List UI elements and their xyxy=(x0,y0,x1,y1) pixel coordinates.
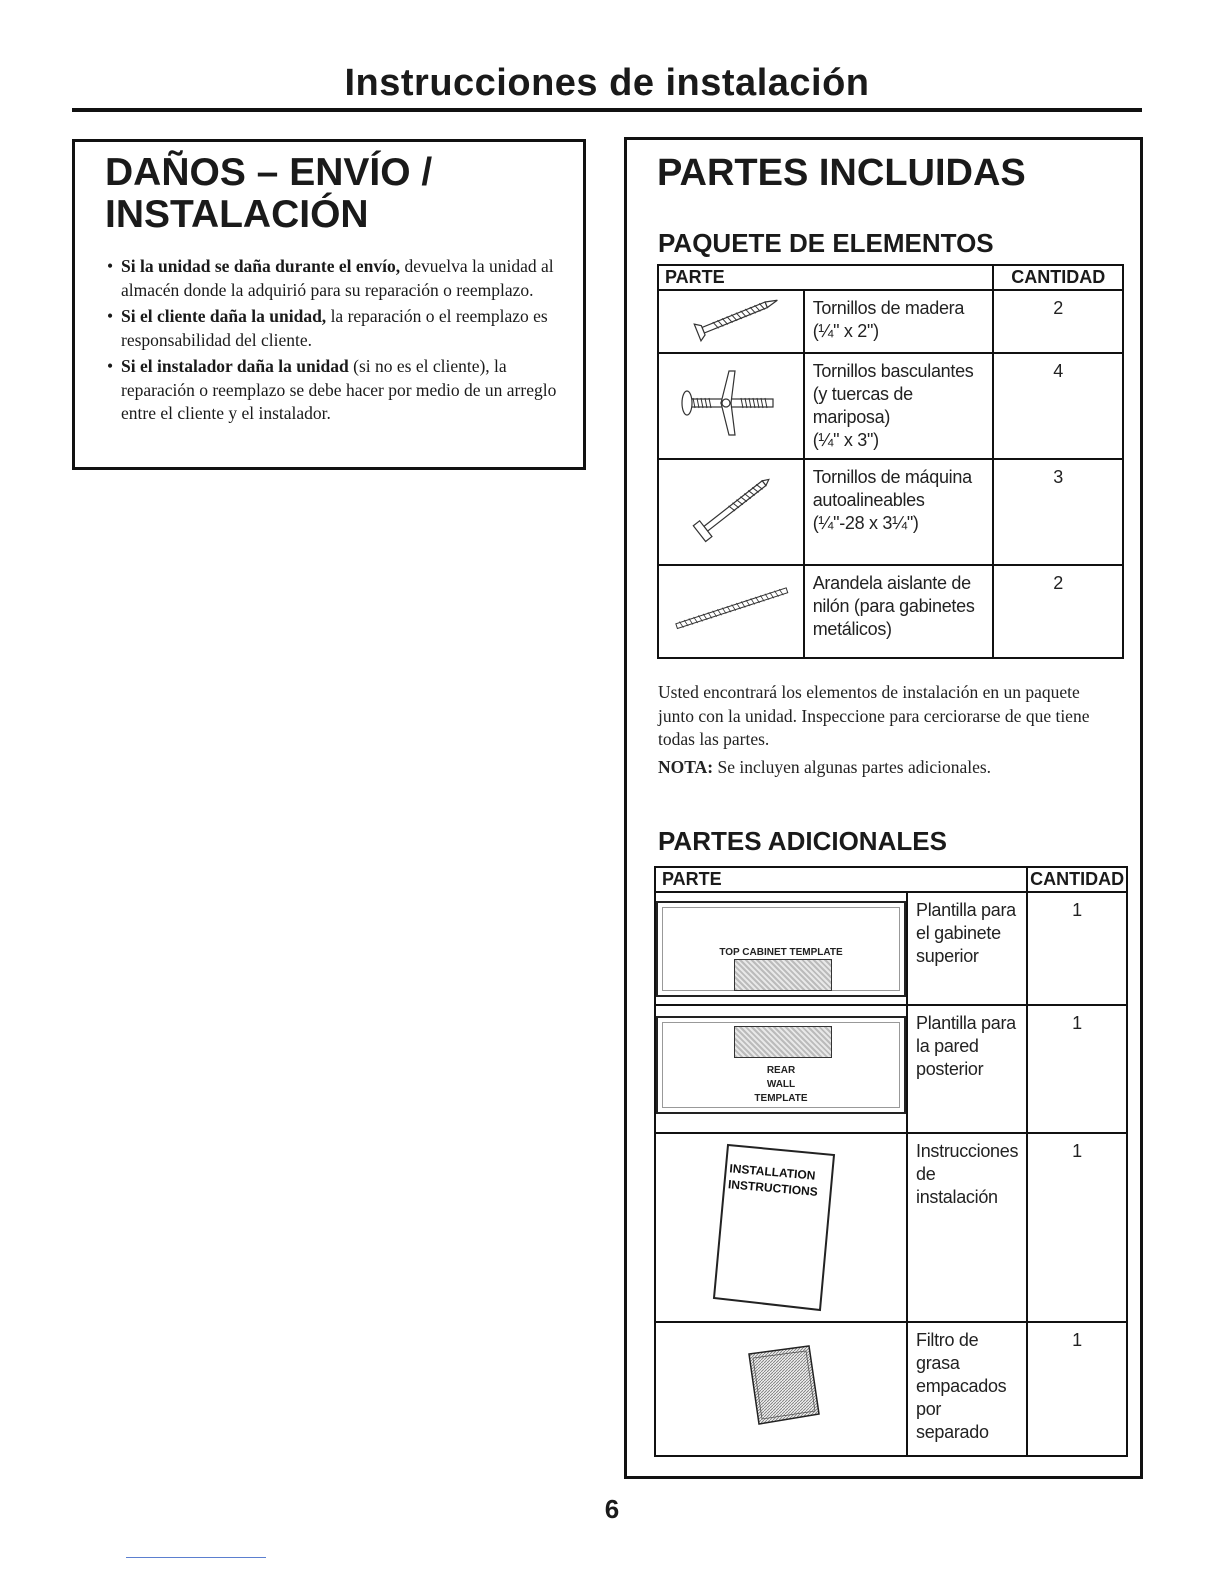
table-row xyxy=(655,1133,1127,1322)
table-row xyxy=(658,353,1123,459)
package-table xyxy=(657,264,1124,659)
part-description: Plantilla para el gabinete superior xyxy=(907,892,1027,1005)
part-description: Plantilla para la pared posterior xyxy=(907,1005,1027,1133)
part-quantity: 1 xyxy=(1027,1005,1127,1133)
part-quantity: 1 xyxy=(1027,892,1127,1005)
col-part-header: PARTE xyxy=(655,867,1027,892)
table-row xyxy=(655,1322,1127,1456)
col-qty-header: CANTIDAD xyxy=(1027,867,1127,892)
damage-heading-line2: INSTALACIÓN xyxy=(105,193,369,236)
parts-box xyxy=(624,137,1143,1479)
note-line: NOTA: Se incluyen algunas partes adicionales. xyxy=(658,756,992,777)
table-row xyxy=(658,290,1123,353)
part-description: Tornillos de máquina autoalineables (¼"-28 x 3¼") xyxy=(804,459,994,565)
part-quantity: 2 xyxy=(993,565,1123,658)
damage-heading-line1: DAÑOS – ENVÍO / xyxy=(105,151,433,194)
table-row xyxy=(658,565,1123,658)
col-part-header: PARTE xyxy=(658,265,993,290)
part-quantity: 2 xyxy=(993,290,1123,353)
additional-table xyxy=(654,866,1128,1457)
damage-box xyxy=(72,139,586,470)
damage-bullet: • Si la unidad se daña durante el envío, devuelva la unidad al almacén donde la adquirió para su reparación o reemplazo. xyxy=(103,255,573,302)
package-note xyxy=(658,681,1118,779)
top-template-label: TOP CABINET TEMPLATE xyxy=(719,946,843,958)
page-title: Instrucciones de instalación xyxy=(344,62,870,104)
part-quantity: 3 xyxy=(993,459,1123,565)
additional-heading: PARTES ADICIONALES xyxy=(658,826,947,856)
page-number: 6 xyxy=(604,1494,620,1524)
table-row xyxy=(658,459,1123,565)
rear-wall-template-icon xyxy=(655,1005,907,1133)
table-row xyxy=(655,1005,1127,1133)
footer-rule xyxy=(126,1557,266,1558)
wood-screw-icon xyxy=(658,290,804,353)
package-note-text: Usted encontrará los elementos de instalación en un paquete junto con la unidad. Inspeccione para cerciorarse de que tiene todas las partes. xyxy=(658,682,1090,749)
damage-bullet: • Si el cliente daña la unidad, la reparación o el reemplazo es responsabilidad del cliente. xyxy=(103,305,573,352)
instr-label-line1: INSTALLATION xyxy=(728,1160,816,1183)
part-description: Filtro de grasa empacados por separado xyxy=(907,1322,1027,1456)
col-qty-header: CANTIDAD xyxy=(993,265,1123,290)
toggle-bolt-icon xyxy=(658,353,804,459)
rear-template-label: REAR WALL TEMPLATE xyxy=(754,1065,808,1104)
part-quantity: 1 xyxy=(1027,1322,1127,1456)
nylon-washer-icon xyxy=(658,565,804,658)
part-description: Tornillos basculantes (y tuercas de mariposa) (¼" x 3") xyxy=(804,353,994,459)
damage-heading xyxy=(105,152,565,236)
machine-screw-icon xyxy=(658,459,804,565)
damage-bullet: • Si el instalador daña la unidad (si no es el cliente), la reparación o reemplazo se debe hacer por medio de un arreglo entre el cliente y el instalador. xyxy=(103,355,573,426)
top-cabinet-template-icon xyxy=(655,892,907,1005)
installation-instructions-icon xyxy=(655,1133,907,1322)
part-description: Tornillos de madera (¼" x 2") xyxy=(804,290,994,353)
part-description: Arandela aislante de nilón (para gabinetes metálicos) xyxy=(804,565,994,658)
part-quantity: 4 xyxy=(993,353,1123,459)
part-quantity: 1 xyxy=(1027,1133,1127,1322)
instr-label-line2: INSTRUCTIONS xyxy=(727,1176,819,1199)
package-heading: PAQUETE DE ELEMENTOS xyxy=(658,228,994,258)
title-rule xyxy=(72,108,1142,112)
part-description: Instrucciones de instalación xyxy=(907,1133,1027,1322)
table-row xyxy=(655,892,1127,1005)
parts-heading: PARTES INCLUIDAS xyxy=(657,152,1026,194)
grease-filter-icon xyxy=(655,1322,907,1456)
damage-bullet-list xyxy=(103,255,573,429)
